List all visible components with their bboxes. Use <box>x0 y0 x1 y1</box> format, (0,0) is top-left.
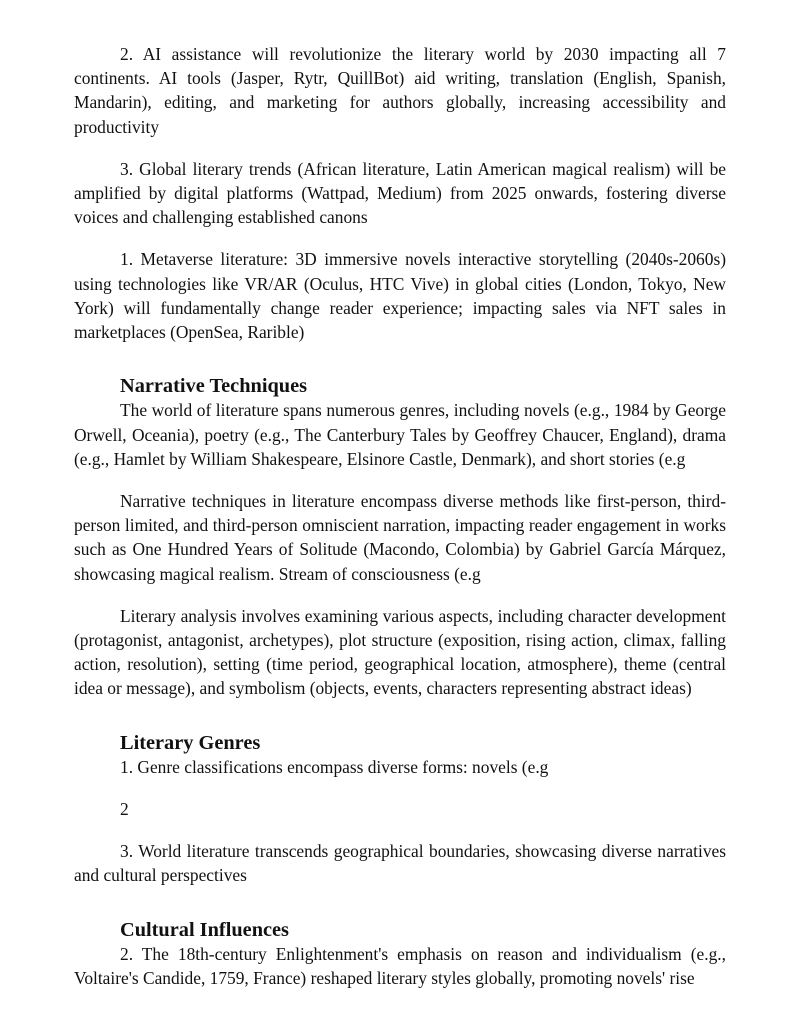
paragraph-genres-overview: The world of literature spans numerous genres, including novels (e.g., 1984 by George Orwell, Oceania), poetry (e.g., The Canterbury Tales by Geoffrey Chaucer, England), drama (e.g., Hamlet by William Shakespeare, Elsinore Castle, Denmark), and short stories (e.g <box>74 400 726 469</box>
document-page <box>74 42 726 990</box>
paragraph-ai-assistance: 2. AI assistance will revolutionize the literary world by 2030 impacting all 7 continents. AI tools (Jasper, Rytr, QuillBot) aid writing, translation (English, Spanish, Mandarin), editing, and marketing for authors globally, increasing accessibility and productivity <box>74 44 726 137</box>
paragraph-item-2: 2 <box>120 799 129 820</box>
paragraph-global-trends: 3. Global literary trends (African literature, Latin American magical realism) will be amplified by digital platforms (Wattpad, Medium) from 2025 onwards, fostering diverse voices and challenging established canons <box>74 158 726 228</box>
paragraph-genre-classifications: 1. Genre classifications encompass diverse forms: novels (e.g <box>120 756 549 777</box>
paragraph-world-literature: 3. World literature transcends geographical boundaries, showcasing diverse narratives and cultural perspectives <box>74 841 726 886</box>
paragraph-literary-analysis: Literary analysis involves examining various aspects, including character development (protagonist, antagonist, archetypes), plot structure (exposition, rising action, climax, falling action, resolution), setting (time period, geographical location, atmosphere), theme (central idea or message), and symbolism (objects, events, characters representing abstract ideas) <box>74 605 726 699</box>
heading-literary-genres: Literary Genres <box>120 731 261 754</box>
paragraph-metaverse: 1. Metaverse literature: 3D immersive novels interactive storytelling (2040s-2060s) using technologies like VR/AR (Oculus, HTC Vive) in global cities (London, Tokyo, New York) will fundamentally change reader experience; impacting sales via NFT sales in marketplaces (OpenSea, Rarible) <box>74 249 726 343</box>
paragraph-narrative-techniques: Narrative techniques in literature encompass diverse methods like first-person, third-person limited, and third-person omniscient narration, impacting reader engagement in works such as One Hundred Years of Solitude (Macondo, Colombia) by Gabriel García Márquez, showcasing magical realism. Stream of consciousness (e.g <box>74 491 726 584</box>
paragraph-enlightenment: 2. The 18th-century Enlightenment's emphasis on reason and individualism (e.g., Voltaire's Candide, 1759, France) reshaped literary styles globally, promoting novels' rise <box>74 943 726 989</box>
heading-cultural-influences: Cultural Influences <box>120 918 289 941</box>
heading-narrative-techniques: Narrative Techniques <box>120 375 308 398</box>
